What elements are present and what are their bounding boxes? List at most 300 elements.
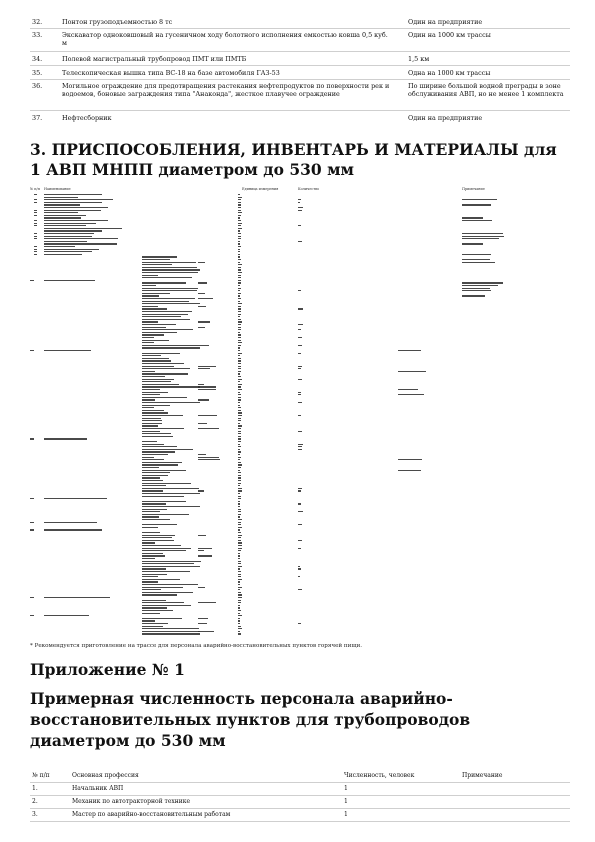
illegible-text-line [238, 251, 240, 252]
illegible-text-line [142, 506, 200, 507]
row-value: Одна на 1000 км трассы [408, 69, 491, 77]
illegible-text-line [142, 449, 193, 450]
illegible-text-line [198, 623, 207, 624]
illegible-text-line [142, 319, 190, 320]
illegible-text-line [238, 485, 240, 486]
illegible-text-line [142, 480, 163, 481]
illegible-text-line [298, 366, 302, 367]
illegible-text-line [238, 592, 241, 593]
illegible-text-line [44, 233, 94, 234]
column-header-unit: Единица измерения [242, 187, 279, 191]
illegible-text-line [44, 202, 102, 203]
materials-table [30, 186, 570, 638]
row-count: 1 [344, 785, 348, 792]
illegible-text-line [238, 282, 241, 283]
illegible-text-line [142, 272, 198, 273]
column-header-count: Численность, человек [344, 772, 415, 779]
illegible-text-line [142, 392, 168, 393]
illegible-text-line [238, 332, 240, 333]
illegible-text-line [298, 199, 301, 200]
illegible-text-line [238, 587, 242, 588]
illegible-text-line [238, 303, 242, 304]
illegible-text-line [142, 483, 191, 484]
illegible-text-line [142, 324, 176, 325]
section-title: 3. ПРИСПОСОБЛЕНИЯ, ИНВЕНТАРЬ И МАТЕРИАЛЫ для 1 АВП МНПП диаметром до 530 мм [30, 140, 557, 179]
illegible-text-line [142, 423, 162, 424]
illegible-text-line [142, 389, 160, 390]
illegible-text-line [238, 366, 241, 367]
illegible-text-line [238, 340, 241, 341]
illegible-text-line [238, 306, 241, 307]
illegible-text-line [238, 207, 241, 208]
row-number: 36. [32, 82, 43, 90]
illegible-text-line [238, 353, 242, 354]
illegible-text-line [142, 345, 198, 346]
illegible-text-line [238, 566, 242, 567]
illegible-text-line [238, 558, 240, 559]
illegible-text-line [44, 522, 97, 523]
illegible-text-line [238, 516, 240, 517]
illegible-text-line [142, 262, 196, 263]
illegible-text-line [238, 246, 241, 247]
illegible-text-line [238, 389, 242, 390]
illegible-text-line [142, 316, 181, 317]
row-name: Нефтесборник [62, 114, 112, 122]
illegible-text-line [142, 363, 184, 364]
illegible-text-line [44, 220, 108, 221]
illegible-text-line [238, 555, 240, 556]
illegible-text-line [142, 589, 161, 590]
illegible-text-line [142, 269, 200, 270]
appendix-title: Примерная численность персонала аварийно-восстановительных пунктов для трубопроводов диаметром до 530 мм [30, 689, 471, 750]
illegible-text-line [142, 306, 158, 307]
illegible-text-line [238, 563, 241, 564]
illegible-text-line [238, 334, 241, 335]
illegible-text-line [238, 618, 240, 619]
illegible-text-line [198, 345, 209, 346]
illegible-text-line [238, 626, 241, 627]
illegible-text-line [34, 220, 37, 221]
illegible-text-line [238, 574, 241, 575]
illegible-text-line [238, 288, 241, 289]
illegible-text-line [238, 358, 241, 359]
illegible-text-line [238, 542, 242, 543]
illegible-text-line [142, 433, 171, 434]
illegible-text-line [142, 259, 170, 260]
illegible-text-line [238, 493, 240, 494]
illegible-text-line [238, 631, 240, 632]
illegible-text-line [462, 262, 495, 263]
illegible-text-line [142, 467, 159, 468]
illegible-text-line [238, 311, 241, 312]
illegible-text-line [142, 472, 170, 473]
illegible-text-line [142, 332, 177, 333]
illegible-text-line [462, 204, 491, 205]
illegible-text-line [238, 373, 240, 374]
illegible-text-line [238, 347, 240, 348]
illegible-text-line [198, 293, 205, 294]
illegible-text-line [44, 225, 86, 226]
illegible-text-line [142, 376, 165, 377]
illegible-text-line [142, 594, 177, 595]
illegible-text-line [298, 548, 301, 549]
illegible-text-line [238, 488, 242, 489]
illegible-text-line [44, 217, 81, 218]
illegible-text-line [298, 210, 302, 211]
illegible-text-line [238, 607, 240, 608]
illegible-text-line [44, 243, 117, 244]
illegible-text-line [238, 483, 241, 484]
illegible-text-line [142, 516, 159, 517]
illegible-text-line [44, 210, 101, 211]
illegible-text-line [142, 626, 163, 627]
illegible-text-line [44, 615, 89, 616]
illegible-text-line [238, 506, 240, 507]
illegible-text-line [142, 412, 168, 413]
illegible-text-line [462, 236, 504, 237]
illegible-text-line [238, 529, 240, 530]
illegible-text-line [30, 597, 34, 598]
illegible-text-line [238, 459, 240, 460]
illegible-text-line [44, 280, 95, 281]
illegible-text-line [238, 259, 241, 260]
illegible-text-line [238, 423, 240, 424]
row-count: 1 [344, 798, 348, 805]
illegible-text-line [142, 340, 169, 341]
illegible-text-line [34, 236, 37, 237]
illegible-text-line [398, 394, 424, 395]
illegible-text-line [142, 563, 194, 564]
illegible-text-line [142, 298, 195, 299]
illegible-text-line [142, 592, 193, 593]
illegible-text-line [238, 355, 240, 356]
row-name: Полевой магистральный трубопровод ПМТ или ПМТБ [62, 55, 247, 63]
illegible-text-line [142, 548, 191, 549]
illegible-text-line [238, 293, 241, 294]
illegible-text-line [142, 329, 193, 330]
illegible-text-line [142, 402, 200, 403]
illegible-text-line [238, 249, 240, 250]
illegible-text-line [238, 379, 242, 380]
illegible-text-line [238, 441, 241, 442]
illegible-text-line [142, 275, 158, 276]
illegible-text-line [44, 246, 75, 247]
illegible-text-line [238, 498, 241, 499]
illegible-text-line [238, 319, 241, 320]
illegible-text-line [142, 600, 166, 601]
illegible-text-line [238, 368, 241, 369]
illegible-text-line [44, 194, 102, 195]
illegible-text-line [238, 581, 240, 582]
illegible-text-line [198, 423, 207, 424]
illegible-text-line [34, 199, 37, 200]
illegible-text-line [238, 623, 240, 624]
illegible-text-line [238, 376, 241, 377]
illegible-text-line [398, 389, 418, 390]
illegible-text-line [238, 527, 242, 528]
illegible-text-line [238, 628, 242, 629]
illegible-text-line [462, 243, 483, 244]
illegible-text-line [44, 207, 108, 208]
illegible-text-line [238, 217, 240, 218]
illegible-text-line [238, 407, 241, 408]
illegible-text-line [142, 623, 168, 624]
illegible-text-line [238, 342, 242, 343]
illegible-text-line [34, 202, 37, 203]
row-number: 33. [32, 31, 43, 39]
illegible-text-line [34, 210, 37, 211]
illegible-text-line [298, 568, 301, 569]
row-divider [30, 782, 570, 783]
illegible-text-line [462, 285, 498, 286]
illegible-text-line [238, 215, 241, 216]
illegible-text-line [34, 223, 37, 224]
illegible-text-line [142, 524, 177, 525]
illegible-text-line [238, 308, 241, 309]
illegible-text-line [398, 459, 422, 460]
illegible-text-line [142, 256, 177, 257]
illegible-text-line [298, 392, 301, 393]
row-profession: Мастер по аварийно-восстановительным работам [72, 811, 231, 818]
illegible-text-line [238, 420, 241, 421]
illegible-text-line [462, 290, 491, 291]
illegible-text-line [142, 366, 174, 367]
illegible-text-line [44, 215, 86, 216]
illegible-text-line [142, 610, 173, 611]
illegible-text-line [238, 285, 240, 286]
illegible-text-line [298, 566, 300, 567]
illegible-text-line [142, 587, 183, 588]
illegible-text-line [238, 462, 241, 463]
illegible-text-line [198, 555, 212, 556]
footnote: * Рекомендуется приготовление на трассе для персонала аварийно-восстановительных пунктов горячей пищи. [30, 643, 363, 649]
illegible-text-line [198, 550, 204, 551]
row-number: 1. [32, 785, 38, 792]
illegible-text-line [142, 290, 197, 291]
illegible-text-line [238, 532, 241, 533]
illegible-text-line [298, 290, 301, 291]
illegible-text-line [198, 428, 219, 429]
illegible-text-line [142, 295, 159, 296]
illegible-text-line [238, 568, 240, 569]
illegible-text-line [238, 561, 241, 562]
illegible-text-line [142, 477, 160, 478]
illegible-text-line [30, 522, 34, 523]
illegible-text-line [298, 324, 303, 325]
illegible-text-line [298, 415, 301, 416]
illegible-text-line [142, 360, 171, 361]
illegible-text-line [298, 444, 303, 445]
illegible-text-line [142, 415, 183, 416]
illegible-text-line [44, 254, 82, 255]
illegible-text-line [238, 230, 240, 231]
illegible-text-line [198, 262, 205, 263]
row-divider [30, 51, 570, 52]
illegible-text-line [238, 524, 241, 525]
illegible-text-line [238, 600, 241, 601]
row-number: 37. [32, 114, 43, 122]
illegible-text-line [142, 288, 198, 289]
illegible-text-line [142, 540, 174, 541]
illegible-text-line [142, 397, 187, 398]
illegible-text-line [238, 272, 242, 273]
illegible-text-line [198, 368, 210, 369]
illegible-text-line [142, 379, 174, 380]
illegible-text-line [298, 345, 302, 346]
illegible-text-line [44, 212, 78, 213]
illegible-text-line [238, 384, 242, 385]
illegible-text-line [238, 594, 242, 595]
illegible-text-line [238, 290, 240, 291]
illegible-text-line [30, 529, 34, 530]
illegible-text-line [238, 254, 240, 255]
illegible-text-line [198, 454, 206, 455]
illegible-text-line [142, 490, 163, 491]
illegible-text-line [238, 402, 240, 403]
illegible-text-line [238, 451, 241, 452]
illegible-text-line [298, 353, 301, 354]
illegible-text-line [142, 321, 158, 322]
illegible-text-line [142, 441, 157, 442]
illegible-text-line [142, 568, 166, 569]
illegible-text-line [238, 233, 241, 234]
illegible-text-line [142, 532, 160, 533]
illegible-text-line [142, 327, 166, 328]
illegible-text-line [462, 238, 499, 239]
illegible-text-line [142, 488, 199, 489]
illegible-text-line [238, 243, 240, 244]
illegible-text-line [238, 262, 240, 263]
illegible-text-line [198, 384, 204, 385]
column-header-profession: Основная профессия [72, 772, 139, 779]
illegible-text-line [142, 454, 168, 455]
illegible-text-line [142, 527, 158, 528]
illegible-text-line [238, 194, 240, 195]
row-value: Один на 1000 км трассы [408, 31, 491, 39]
illegible-text-line [238, 337, 241, 338]
illegible-text-line [198, 366, 216, 367]
illegible-text-line [462, 217, 483, 218]
illegible-text-line [34, 246, 37, 247]
illegible-text-line [142, 566, 200, 567]
illegible-text-line [238, 399, 241, 400]
row-number: 35. [32, 69, 43, 77]
illegible-text-line [142, 311, 192, 312]
row-name: Экскаватор одноковшовый на гусеничном ходу болотного исполнения емкостью ковша 0,5 куб. м [62, 31, 388, 47]
illegible-text-line [142, 535, 175, 536]
illegible-text-line [238, 475, 241, 476]
illegible-text-line [238, 535, 242, 536]
illegible-text-line [238, 220, 241, 221]
illegible-text-line [142, 264, 172, 265]
illegible-text-line [398, 371, 426, 372]
illegible-text-line [298, 241, 302, 242]
illegible-text-line [142, 384, 179, 385]
illegible-text-line [198, 618, 208, 619]
illegible-text-line [238, 314, 241, 315]
illegible-text-line [198, 321, 210, 322]
illegible-text-line [298, 589, 302, 590]
illegible-text-line [238, 397, 241, 398]
illegible-text-line [238, 550, 241, 551]
illegible-text-line [30, 498, 34, 499]
illegible-text-line [462, 254, 491, 255]
illegible-text-line [238, 501, 240, 502]
illegible-text-line [142, 358, 169, 359]
illegible-text-line [238, 548, 242, 549]
illegible-text-line [142, 381, 171, 382]
illegible-text-line [198, 631, 214, 632]
illegible-text-line [44, 498, 107, 499]
illegible-text-line [142, 493, 200, 494]
illegible-text-line [44, 199, 113, 200]
illegible-text-line [198, 399, 209, 400]
illegible-text-line [142, 558, 155, 559]
illegible-text-line [142, 576, 158, 577]
illegible-text-line [462, 220, 492, 221]
row-count: 1 [344, 811, 348, 818]
illegible-text-line [238, 269, 241, 270]
illegible-text-line [198, 327, 205, 328]
illegible-text-line [30, 438, 34, 439]
illegible-text-line [238, 537, 241, 538]
illegible-text-line [142, 314, 188, 315]
illegible-text-line [238, 267, 241, 268]
illegible-text-line [238, 350, 240, 351]
illegible-text-line [238, 415, 242, 416]
illegible-text-line [142, 425, 158, 426]
illegible-text-line [142, 503, 166, 504]
illegible-text-line [298, 490, 301, 491]
column-header-note: Примечание [462, 187, 485, 191]
illegible-text-line [142, 347, 200, 348]
illegible-text-line [142, 407, 154, 408]
illegible-text-line [30, 280, 34, 281]
row-profession: Механик по автотракторной технике [72, 798, 191, 805]
illegible-text-line [198, 587, 205, 588]
illegible-text-line [238, 433, 241, 434]
illegible-text-line [142, 399, 155, 400]
column-header-name: Наименование [44, 187, 71, 191]
illegible-text-line [142, 584, 198, 585]
illegible-text-line [142, 579, 180, 580]
illegible-text-line [34, 225, 37, 226]
illegible-text-line [238, 228, 242, 229]
row-name: Телескопическая вышка типа ВС-18 на базе автомобиля ГАЗ-53 [62, 69, 280, 77]
row-name: Могильное ограждение для предотвращения растекания нефтепродуктов по поверхности рек и водоемов, боновые заграждения типа "Анаконда", жесткое плавучее ограждение [62, 82, 390, 98]
row-divider [30, 79, 570, 80]
illegible-text-line [238, 613, 240, 614]
illegible-text-line [298, 540, 302, 541]
illegible-text-line [238, 316, 240, 317]
illegible-text-line [142, 420, 162, 421]
illegible-text-line [238, 438, 241, 439]
illegible-text-line [298, 308, 303, 309]
illegible-text-line [142, 470, 186, 471]
illegible-text-line [34, 238, 37, 239]
illegible-text-line [238, 345, 241, 346]
illegible-text-line [238, 545, 242, 546]
illegible-text-line [142, 511, 160, 512]
illegible-text-line [198, 602, 216, 603]
illegible-text-line [198, 490, 204, 491]
illegible-text-line [142, 628, 199, 629]
illegible-text-line [238, 392, 240, 393]
illegible-text-line [238, 223, 242, 224]
column-header-note: Примечание [462, 772, 503, 779]
illegible-text-line [198, 548, 212, 549]
row-value: Один на предприятие [408, 114, 483, 122]
